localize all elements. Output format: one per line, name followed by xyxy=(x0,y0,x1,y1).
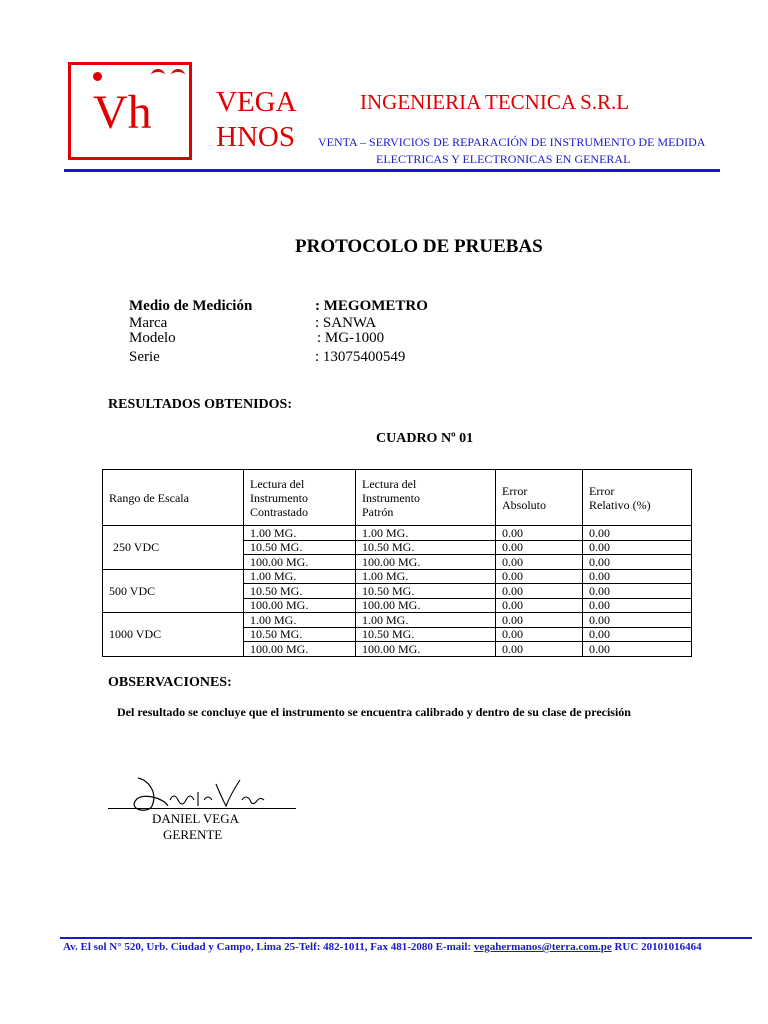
footer-ruc: RUC 20101016464 xyxy=(614,941,702,953)
table-cell: 0.00 xyxy=(496,584,583,599)
table-cell: 10.50 MG. xyxy=(356,540,496,555)
table-cell: 0.00 xyxy=(496,569,583,584)
table-cell: 1.00 MG. xyxy=(244,526,356,541)
signer-name: DANIEL VEGA xyxy=(152,811,240,826)
table-cell: 1.00 MG. xyxy=(356,526,496,541)
info-value-medio: : MEGOMETRO xyxy=(315,298,428,314)
header-lectura-patron-text: Lectura del Instrumento Patrón xyxy=(362,476,420,519)
header-rango xyxy=(103,470,244,526)
services-line-1: VENTA – SERVICIOS DE REPARACIÓN DE INSTRUMENTO DE MEDIDA xyxy=(318,135,706,149)
table-cell: 1.00 MG. xyxy=(356,569,496,584)
document-title: PROTOCOLO DE PRUEBAS xyxy=(295,236,543,257)
table-cell: 100.00 MG. xyxy=(244,642,356,657)
results-heading: RESULTADOS OBTENIDOS: xyxy=(108,397,293,412)
results-table xyxy=(102,469,692,657)
header-lectura-contrastado-text: Lectura del Instrumento Contrastado xyxy=(250,476,308,519)
table-row xyxy=(103,613,692,628)
header-rango-text: Rango de Escala xyxy=(109,490,189,505)
table-cell: 0.00 xyxy=(496,555,583,570)
table-cell: 0.00 xyxy=(583,598,692,613)
table-header-row xyxy=(103,470,692,526)
table-cell: 0.00 xyxy=(496,613,583,628)
table-cell: 100.00 MG. xyxy=(356,598,496,613)
brand-line-2: HNOS xyxy=(216,121,295,153)
header-divider xyxy=(64,169,720,172)
table-cell: 0.00 xyxy=(496,598,583,613)
logo-dot-mark xyxy=(93,72,102,81)
company-logo xyxy=(68,62,192,160)
table-row xyxy=(103,569,692,584)
table-cell: 0.00 xyxy=(496,627,583,642)
header-lectura-patron xyxy=(356,470,496,526)
info-label-marca: Marca xyxy=(129,315,168,331)
table-cell: 10.50 MG. xyxy=(244,627,356,642)
info-value-modelo: : MG-1000 xyxy=(317,330,385,346)
header-error-absoluto-text: Error Absoluto xyxy=(502,483,547,512)
observations-text: Del resultado se concluye que el instrumento se encuentra calibrado y dentro de su clase de precisión xyxy=(117,705,631,719)
table-cell: 1.00 MG. xyxy=(244,569,356,584)
header-error-relativo-text: Error Relativo (%) xyxy=(589,483,651,512)
table-cell: 100.00 MG. xyxy=(244,555,356,570)
table-cell: 1.00 MG. xyxy=(244,613,356,628)
table-cell: 100.00 MG. xyxy=(356,642,496,657)
info-value-marca: : SANWA xyxy=(315,315,377,331)
footer-email-link[interactable]: vegahermanos@terra.com.pe xyxy=(473,941,612,953)
range-cell: 250 VDC xyxy=(103,526,244,570)
services-line-2: ELECTRICAS Y ELECTRONICAS EN GENERAL xyxy=(376,152,631,166)
footer-contact xyxy=(63,941,702,953)
table-cell: 0.00 xyxy=(583,569,692,584)
footer-divider xyxy=(60,937,752,939)
table-row xyxy=(103,526,692,541)
table-cell: 0.00 xyxy=(583,613,692,628)
table-cell: 0.00 xyxy=(496,526,583,541)
signature-line xyxy=(108,808,296,809)
table-cell: 0.00 xyxy=(583,526,692,541)
header-error-absoluto xyxy=(496,470,583,526)
table-cell: 0.00 xyxy=(583,555,692,570)
table-cell: 10.50 MG. xyxy=(244,584,356,599)
table-cell: 1.00 MG. xyxy=(356,613,496,628)
signer-role: GERENTE xyxy=(163,827,223,842)
logo-arc-mark xyxy=(151,69,165,82)
table-cell: 0.00 xyxy=(583,627,692,642)
info-label-medio: Medio de Medición xyxy=(129,298,253,314)
range-cell: 1000 VDC xyxy=(103,613,244,657)
table-cell: 0.00 xyxy=(583,584,692,599)
table-cell: 10.50 MG. xyxy=(244,540,356,555)
header-error-relativo xyxy=(583,470,692,526)
table-cell: 0.00 xyxy=(583,642,692,657)
footer-address: Av. El sol N° 520, Urb. Ciudad y Campo, Lima 25-Telf: 482-1011, Fax 481-2080 E-mail: xyxy=(63,941,472,953)
table-caption: CUADRO Nº 01 xyxy=(376,431,474,446)
table-cell: 0.00 xyxy=(583,540,692,555)
info-label-serie: Serie xyxy=(129,349,160,365)
header-lectura-contrastado xyxy=(244,470,356,526)
logo-text: Vh xyxy=(93,86,152,139)
table-cell: 10.50 MG. xyxy=(356,627,496,642)
info-label-modelo: Modelo xyxy=(129,330,176,346)
brand-line-1: VEGA xyxy=(216,86,297,118)
company-name: INGENIERIA TECNICA S.R.L xyxy=(360,90,630,114)
range-cell: 500 VDC xyxy=(103,569,244,613)
table-cell: 0.00 xyxy=(496,540,583,555)
table-cell: 10.50 MG. xyxy=(356,584,496,599)
table-cell: 100.00 MG. xyxy=(244,598,356,613)
info-value-serie: : 13075400549 xyxy=(315,349,406,365)
observations-heading: OBSERVACIONES: xyxy=(108,675,232,690)
table-cell: 0.00 xyxy=(496,642,583,657)
logo-arc-mark xyxy=(171,69,185,82)
table-cell: 100.00 MG. xyxy=(356,555,496,570)
